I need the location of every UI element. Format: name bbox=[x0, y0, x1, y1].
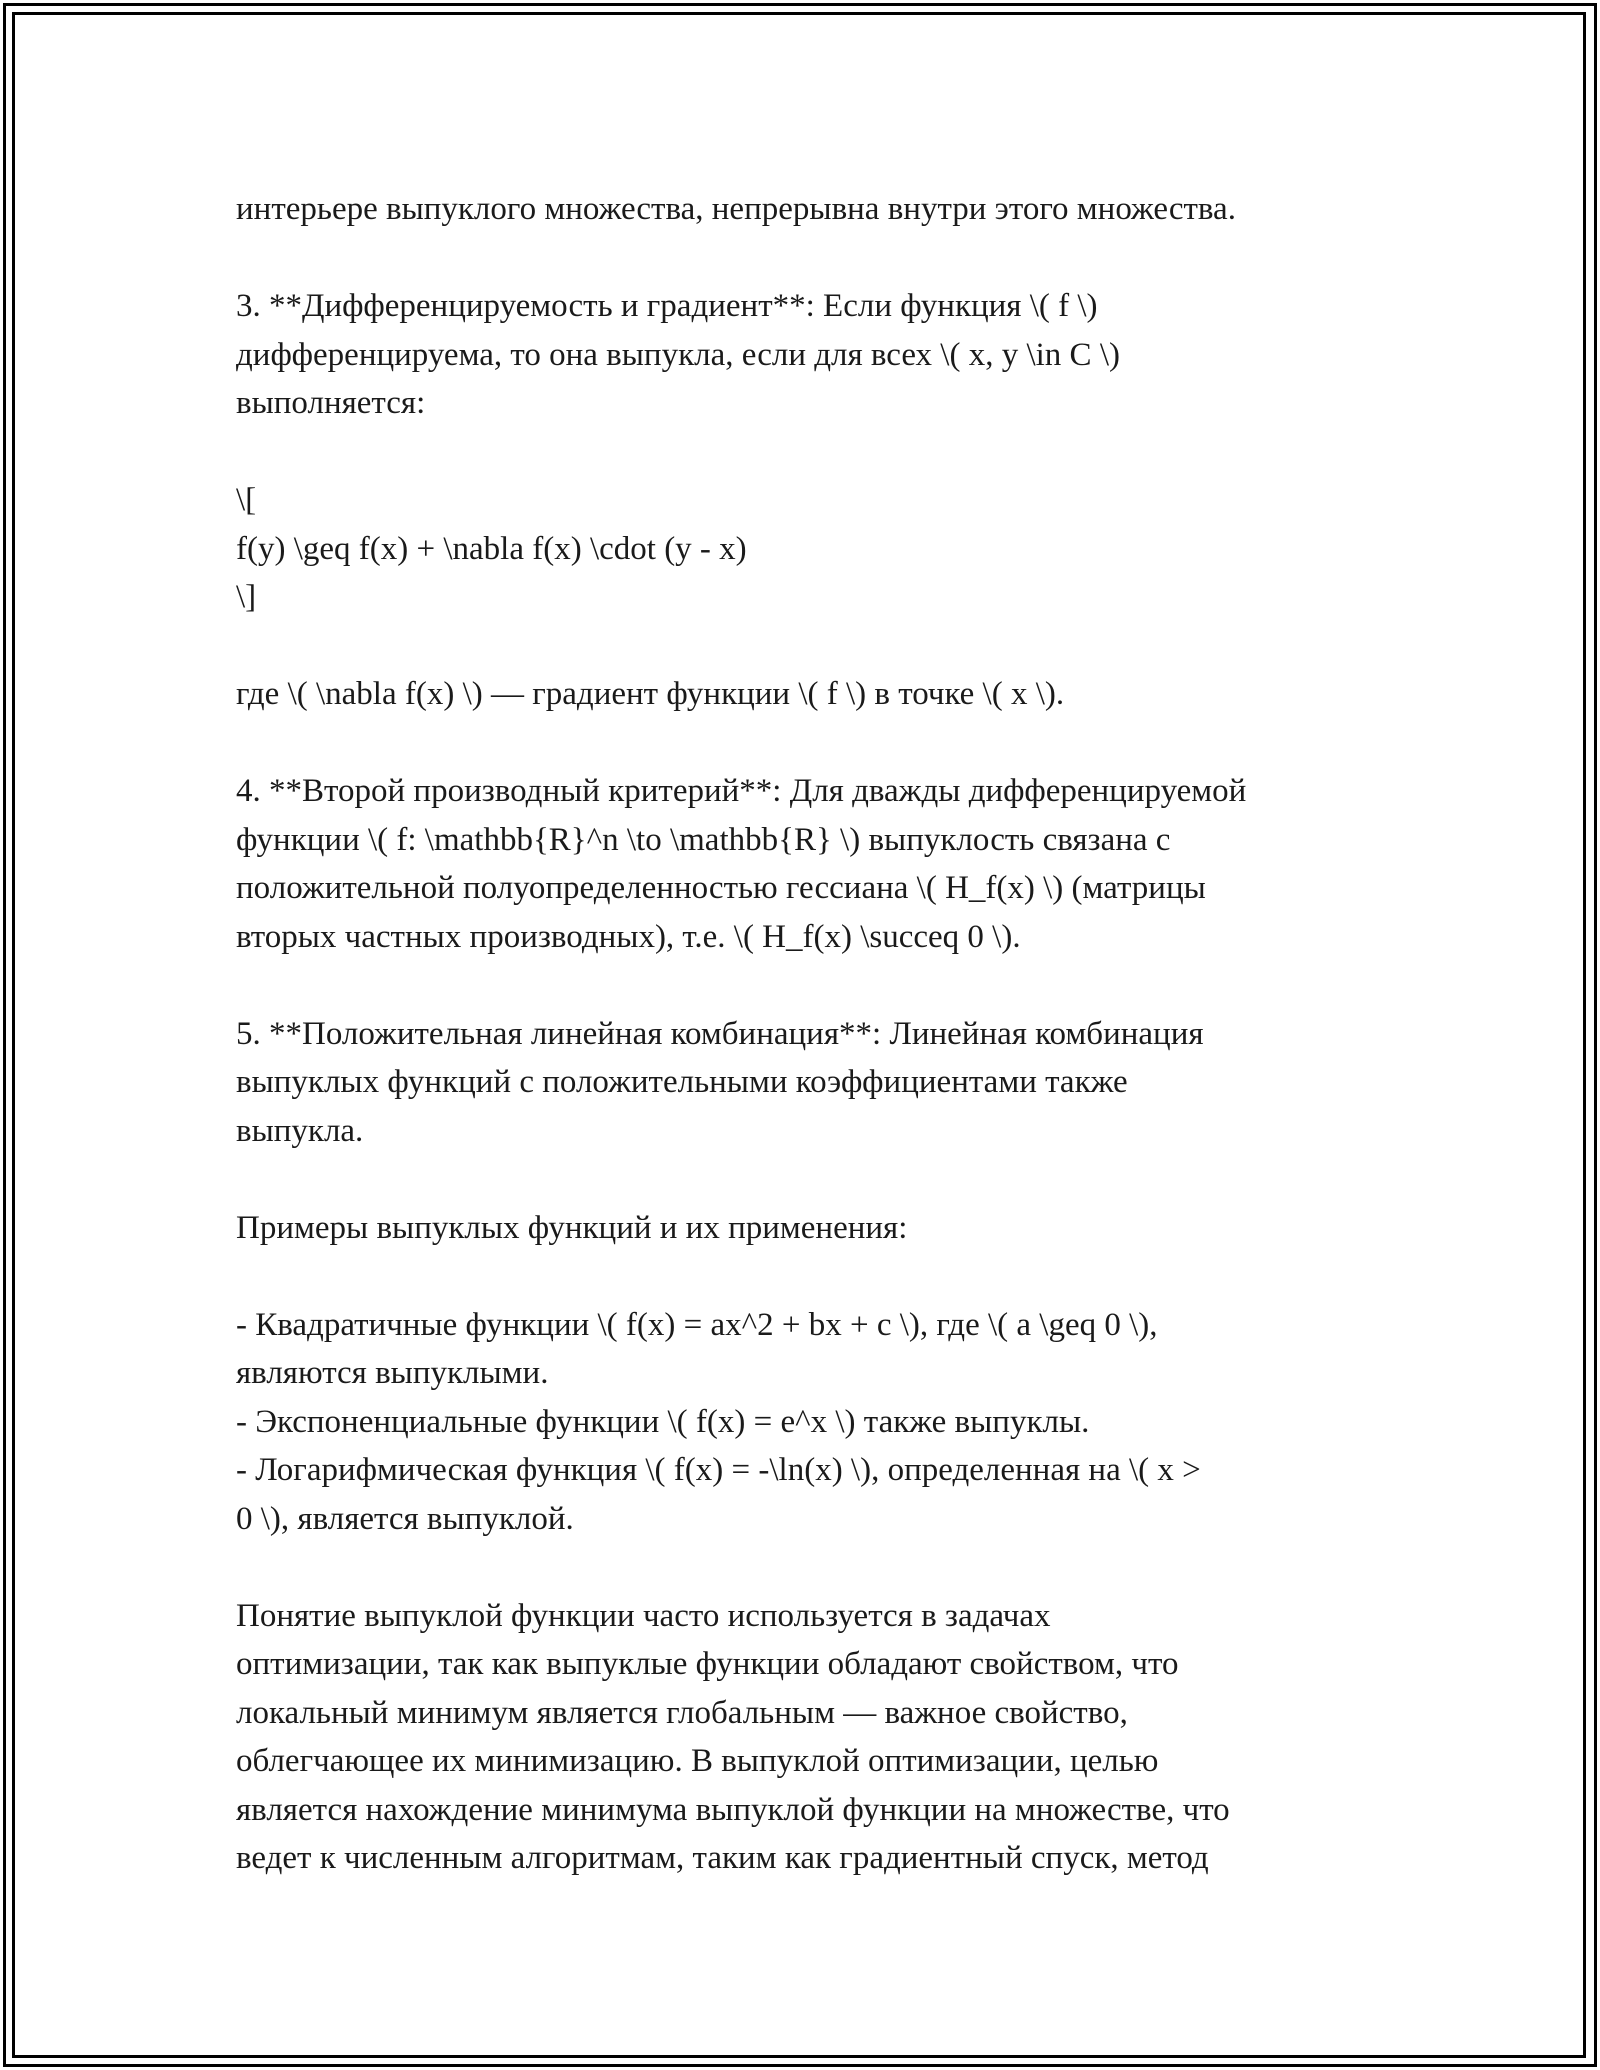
text-line: где \( \nabla f(x) \) — градиент функции \( f \) в точке \( x \). bbox=[236, 676, 1065, 712]
text-line: 4. **Второй производный критерий**: Для дважды дифференцируемой bbox=[236, 773, 1247, 809]
blank-line bbox=[236, 622, 1396, 671]
text-line: Понятие выпуклой функции часто используется в задачах bbox=[236, 1597, 1051, 1634]
blank-line bbox=[236, 234, 1396, 283]
text-line: \] bbox=[236, 579, 257, 615]
text-line: интерьере выпуклого множества, непрерывна внутри этого множества. bbox=[236, 191, 1236, 227]
blank-line bbox=[236, 719, 1396, 768]
text-line: выпукла. bbox=[236, 1112, 364, 1149]
blank-line bbox=[236, 1543, 1396, 1592]
blank-line bbox=[236, 961, 1396, 1010]
text-line: - Экспоненциальные функции \( f(x) = e^x \) также выпуклы. bbox=[236, 1403, 1090, 1440]
text-line: ведет к численным алгоритмам, таким как градиентный спуск, метод bbox=[236, 1840, 1209, 1876]
text-line: локальный минимум является глобальным — важное свойство, bbox=[236, 1694, 1128, 1731]
text-line: 3. **Дифференцируемость и градиент**: Если функция \( f \) bbox=[236, 288, 1098, 324]
text-line: - Логарифмическая функция \( f(x) = -\ln(x) \), определенная на \( x > bbox=[236, 1452, 1201, 1488]
text-line: оптимизации, так как выпуклые функции обладают свойством, что bbox=[236, 1646, 1179, 1682]
text-line: Примеры выпуклых функций и их применения: bbox=[236, 1209, 908, 1246]
text-line: выполняется: bbox=[236, 385, 426, 421]
text-line: функции \( f: \mathbb{R}^n \to \mathbb{R} \) выпуклость связана с bbox=[236, 821, 1171, 858]
text-line: f(y) \geq f(x) + \nabla f(x) \cdot (y - x) bbox=[236, 530, 747, 567]
document-body bbox=[236, 185, 1396, 1883]
text-line: - Квадратичные функции \( f(x) = ax^2 + bx + c \), где \( a \geq 0 \), bbox=[236, 1306, 1158, 1343]
text-line: облегчающее их минимизацию. В выпуклой оптимизации, целью bbox=[236, 1743, 1159, 1779]
text-line: 0 \), является выпуклой. bbox=[236, 1500, 574, 1537]
blank-line bbox=[236, 428, 1396, 477]
text-line: являются выпуклыми. bbox=[236, 1355, 549, 1391]
text-line: является нахождение минимума выпуклой функции на множестве, что bbox=[236, 1791, 1230, 1828]
blank-line bbox=[236, 1252, 1396, 1301]
blank-line bbox=[236, 1155, 1396, 1204]
text-line: 5. **Положительная линейная комбинация**: Линейная комбинация bbox=[236, 1015, 1204, 1052]
text-line: положительной полуопределенностью гессиана \( H_f(x) \) (матрицы bbox=[236, 870, 1206, 906]
text-line: дифференцируема, то она выпукла, если для всех \( x, y \in C \) bbox=[236, 336, 1120, 373]
text-line: выпуклых функций с положительными коэффициентами также bbox=[236, 1064, 1128, 1100]
text-line: вторых частных производных), т.е. \( H_f(x) \succeq 0 \). bbox=[236, 918, 1021, 955]
text-line: \[ bbox=[236, 482, 257, 518]
